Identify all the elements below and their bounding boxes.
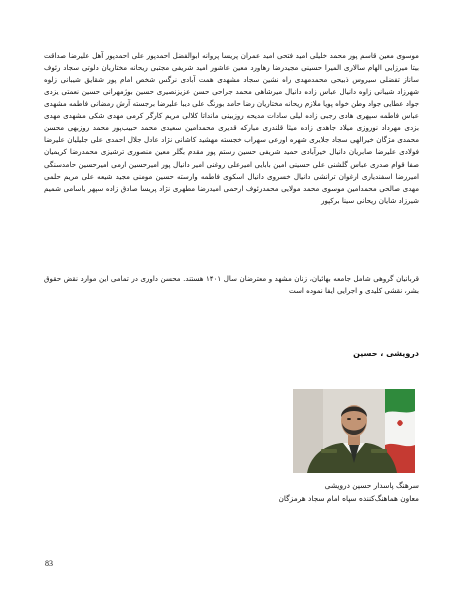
portrait-illustration [293, 389, 415, 473]
names-paragraph: موسوی معین قاسم پور محمد خلیلی امید فتحی امید عمران پریسا پروانه ابوالفضل احمدپور علی احمدپور آهل علیرضا صداقت بیتا میرزایی الهام سالاری المیرا حسینی مجیدرضا رهاورد معین عاشور امید شریفی مجتبی ریحانه مختاریان دلوتی سجاد رئوف ساناز تفضلی سیروس ذبیحی محمدمهدی راه نشین سجاد مشهدی همت آبادی نرگس شخص امام پور شقایق شیبانی زلوه شهرزاد شیبانی زاوه دانیال عباس زاده دانیال میرشاهی محمد جراحی حسن عزیزنصیری حسین بوژمهرانی حسین نعمتی یزدی جواد عطایی جواد وطن خواه پویا ملازم ریحانه مختاریان رضا حامد بورنگ علی دیبا علیرضا برجسته آرش رمضانی فاطمه مشهدی عباس فاطمه سپهری هادی رجبی زاده لیلی سادات مدیحه روزبینی مانداتا کلالی مریم کارگر کرمی مهدی شکی مشهدی مهدی بزدی مهرداد نوروزی میلاد جاهدی زاده میثا قلندری مبارکه قدیری محمدامین سعیدی محمد حبیب‌پور محمد روزبهی محسن محمدی مژگان خیرالهی سجاد جلایری شهره اورعی سهراب خجسته مهشید کاشانی نژاد عادل جلال احمدی علی جلیلیان علیرضا فولادی علیرضا صابریان دانیال خیرآبادی حمید شریفی حسین رستم پور مقدم بگلر معین منصوری ترشیزی محمدرضا کریمیان صفا قوام صدری عباس گلشنی علی حسینی امین بابایی امیرعلی روغنی امیر دانیال پور امیرحسین ارمی امیرحسین حامدسنگی امیررضا اسفندیاری ارغوان ترانشی دانیال خسروی دانیال اسکوی فاطمه وارسته حسین مومنی مجید شیعه علی مریم حلمی مهدی صالحی محمدامین موسوی محمد مولایی محمدرئوف ارحمی امیدرضا مطهری نژاد پریسا صادق زاده سپهر باسامی شمیم شیرزاد شایان ریحانی سینا برکپور [44, 51, 419, 205]
caption-rank-name: سرهنگ پاسدار حسین درویشی [324, 481, 419, 490]
portrait-photo [293, 389, 415, 473]
page-number: 83 [45, 559, 53, 568]
photo-caption [219, 480, 419, 505]
caption-position: معاون هماهنگ‌کننده سپاه امام سجاد هرمزگان [278, 493, 419, 503]
victims-paragraph: قربانیان گروهی شامل جامعه بهائیان، زنان مشهد و معترضان سال ۱۴۰۱ هستند. محسن داوری در تمامی این موارد نقض حقوق بشر، نقشی کلیدی و اجرایی ایفا نموده است [44, 274, 419, 296]
section-heading: درویشی ، حسین [353, 349, 419, 358]
